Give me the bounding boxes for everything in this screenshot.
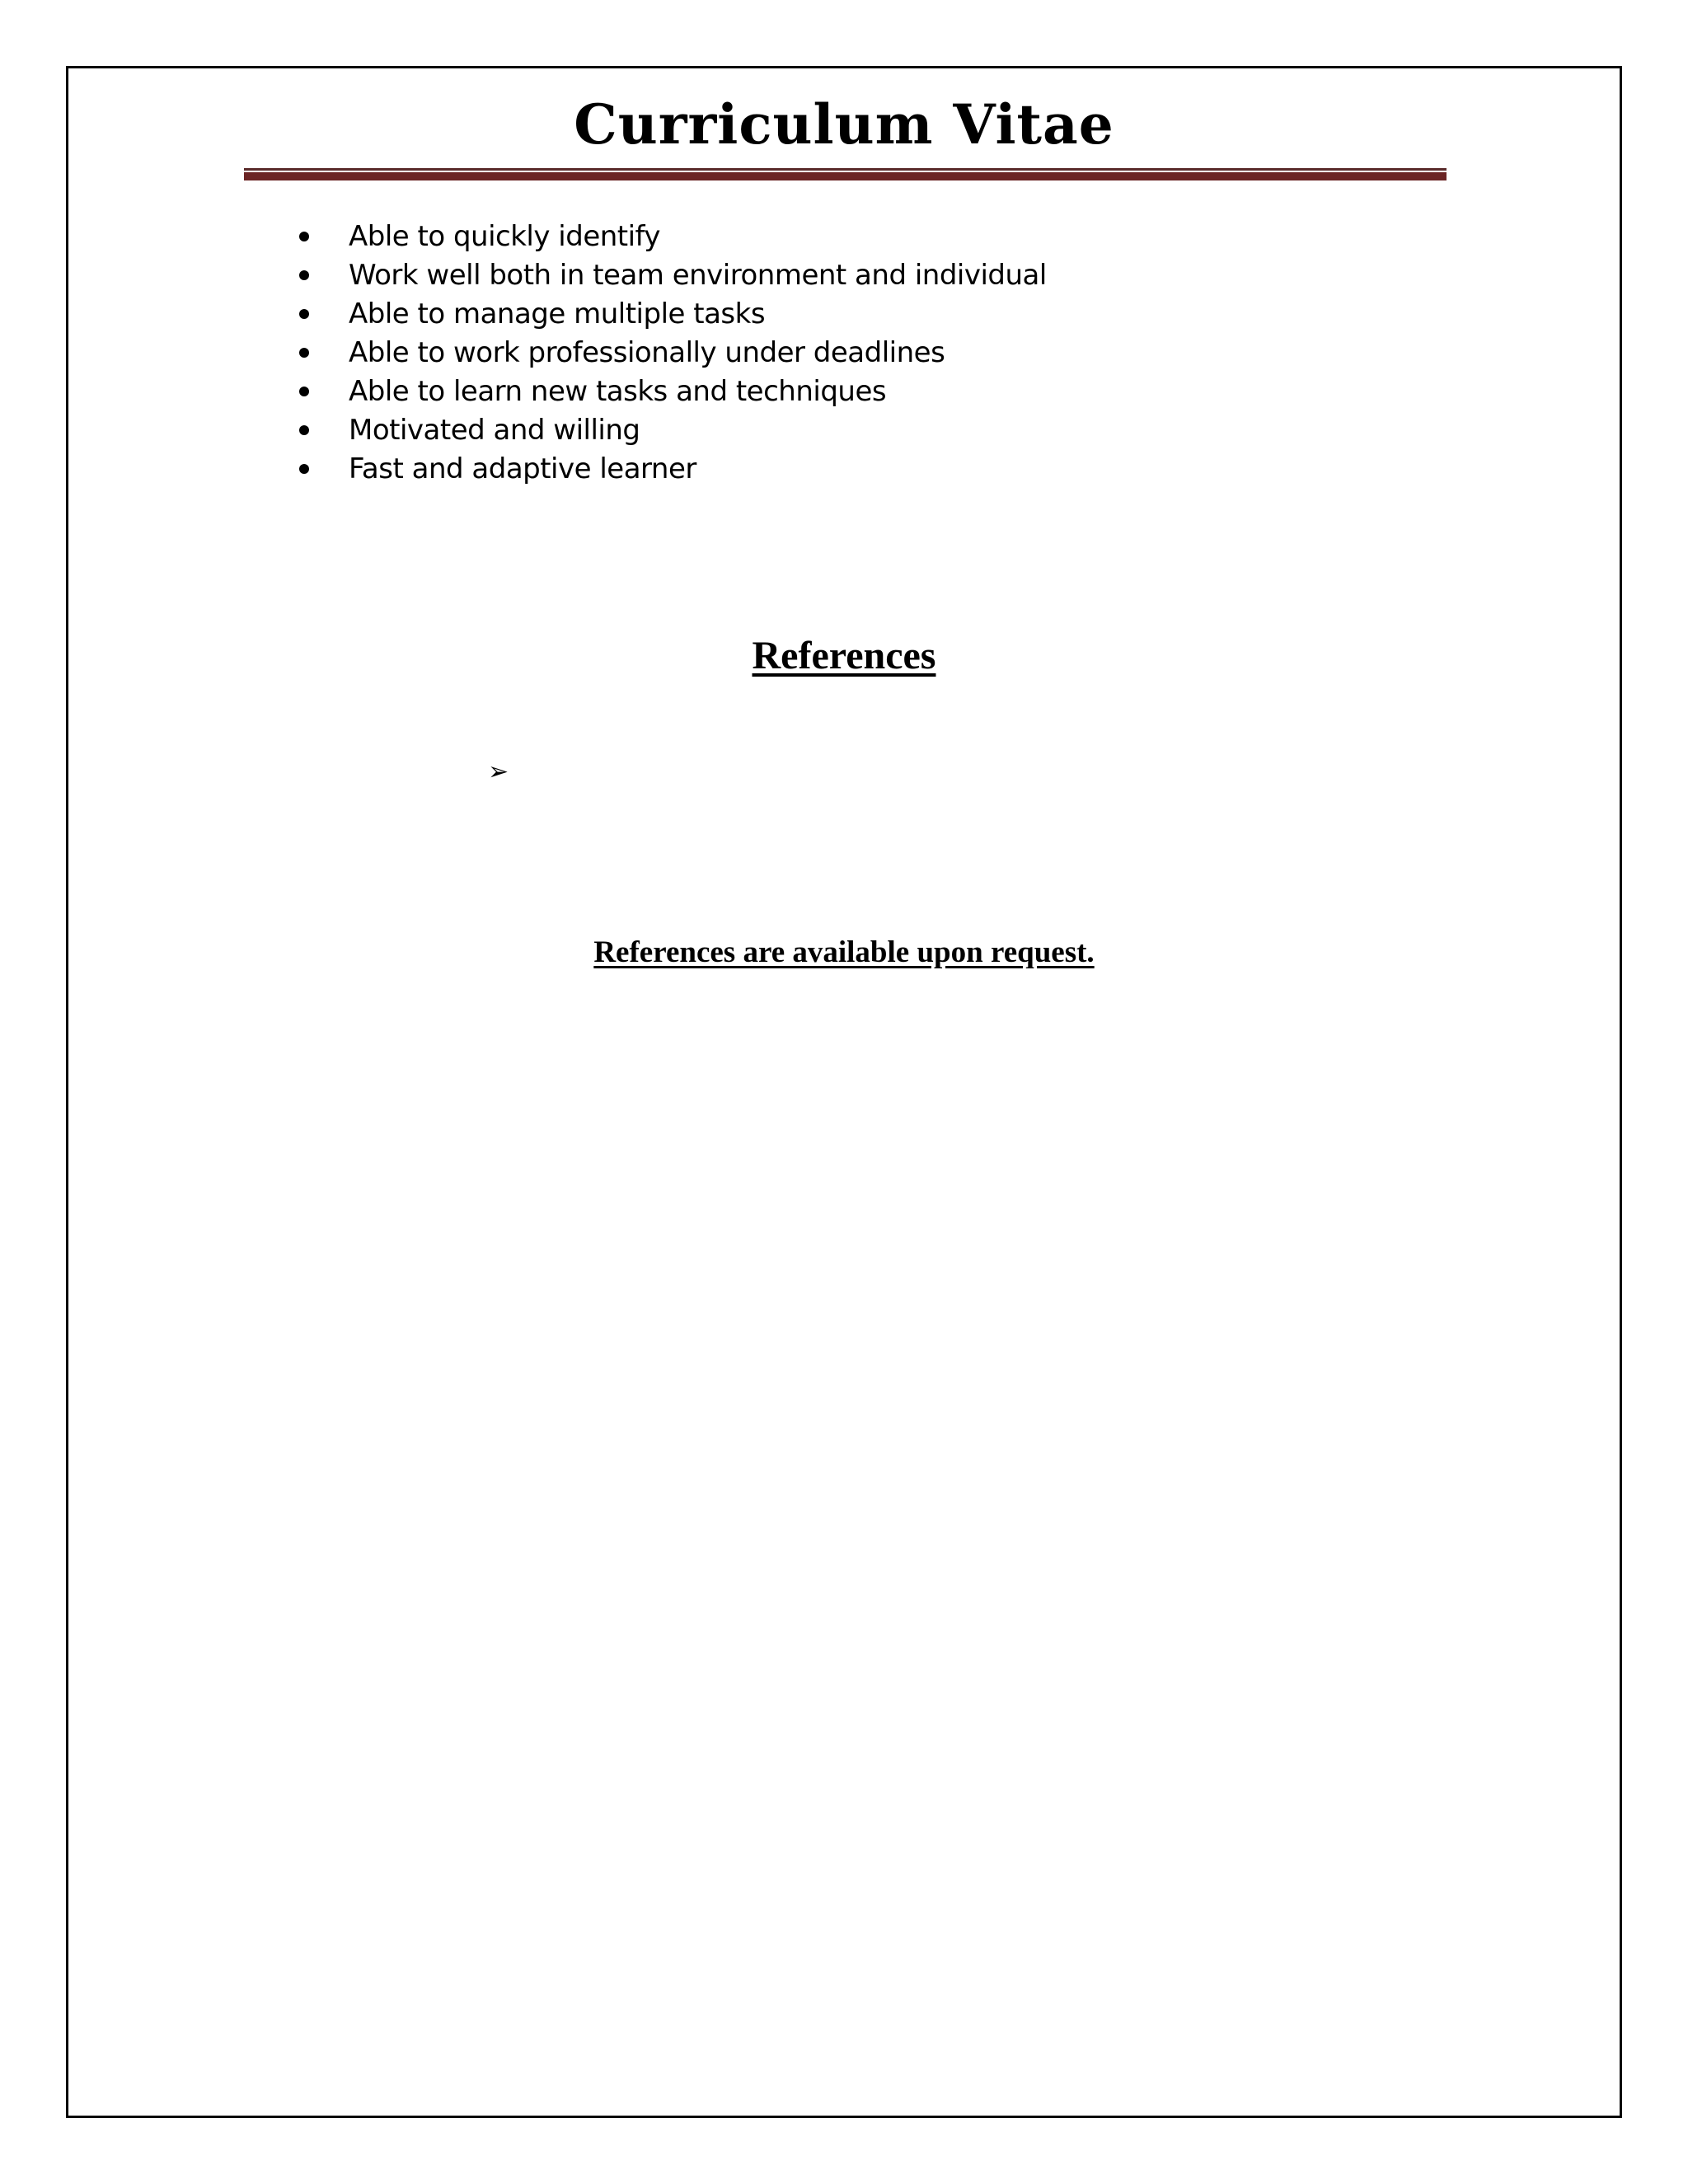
title-rule-thick xyxy=(244,172,1447,180)
references-note: References are available upon request. xyxy=(593,935,1095,969)
bullet-icon xyxy=(299,309,309,319)
arrow-bullet-icon: ➢ xyxy=(488,757,509,786)
list-item xyxy=(297,411,1047,450)
bullet-icon xyxy=(299,425,309,435)
list-item xyxy=(297,295,1047,334)
list-item-text: Motivated and willing xyxy=(349,414,640,447)
list-item xyxy=(297,218,1047,256)
list-item-text: Fast and adaptive learner xyxy=(349,452,696,485)
list-item xyxy=(297,373,1047,411)
title-rule-thin xyxy=(244,168,1447,171)
list-item-text: Able to quickly identify xyxy=(349,220,661,253)
list-item xyxy=(297,334,1047,373)
bullet-icon xyxy=(299,464,309,474)
bullet-icon xyxy=(299,387,309,396)
qualities-list xyxy=(297,218,1047,489)
list-item xyxy=(297,256,1047,295)
document-title: Curriculum Vitae xyxy=(574,92,1114,157)
list-item-text: Work well both in team environment and individual xyxy=(349,259,1047,292)
list-item-text: Able to manage multiple tasks xyxy=(349,298,766,330)
list-item xyxy=(297,450,1047,489)
list-item-text: Able to work professionally under deadlines xyxy=(349,336,945,369)
bullet-icon xyxy=(299,270,309,280)
references-heading: References xyxy=(752,634,936,677)
bullet-icon xyxy=(299,348,309,358)
list-item-text: Able to learn new tasks and techniques xyxy=(349,375,887,408)
bullet-icon xyxy=(299,232,309,241)
